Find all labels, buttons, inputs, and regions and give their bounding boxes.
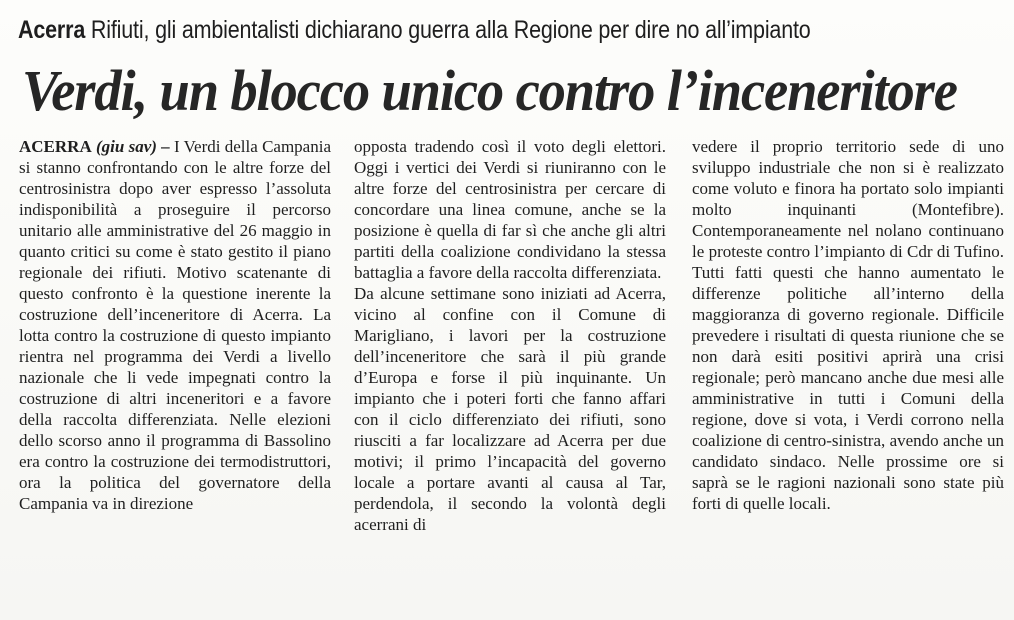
column-2-paragraph-2: Da alcune settimane sono iniziati ad Acerra, vicino al confine con il Comune di Marigliano, i lavori per la costruzione dell’inceneritore che sarà il più grande d’Europa e forse il più inquinante. Un impianto che i poteri forti che fanno affari con il ciclo differenziato dei rifiuti, sono riusciti a far localizzare ad Acerra per due motivi; il primo l’incapacità del governo locale a portare avanti al causa al Tar, perdendola, il secondo la volontà degli acerrani di xyxy=(354,284,666,534)
column-2-paragraph-1: opposta tradendo così il voto degli elettori. Oggi i vertici dei Verdi si riuniranno con le altre forze del centrosinistra per cercare di concordare una linea comune, anche se la posizione è quella di far sì che anche gli altri partiti della coalizione condividano la stessa battaglia a favore della raccolta differenziata. xyxy=(354,137,666,282)
article-column-2 xyxy=(354,136,666,535)
kicker-text: Rifiuti, gli ambientalisti dichiarano guerra alla Regione per dire no all’impianto xyxy=(85,16,811,44)
column-1-paragraph xyxy=(19,136,331,514)
kicker-line xyxy=(18,10,869,50)
byline-city: ACERRA xyxy=(19,137,92,156)
article-column-3 xyxy=(692,136,1004,514)
byline-author: (giu sav) – xyxy=(91,137,170,156)
column-3-paragraph: vedere il proprio territorio sede di uno sviluppo industriale che non si è realizzato come voluto e finora ha portato solo impianti molto inquinanti (Montefibre). Contemporaneamente nel nolano continuano le proteste contro l’impianto di Cdr di Tufino. Tutti fatti questi che hanno aumentato le differenze politiche all’interno della maggioranza di governo regionale. Difficile prevedere i risultati di questa riunione che se non darà esiti positivi aprirà una crisi regionale; però mancano anche due mesi alle amministrative in tutti i Comuni della regione, dove si vota, i Verdi corrono nella coalizione di centro-sinistra, avendo anche un candidato sindaco. Nelle prossime ore si saprà se le ragioni nazionali sono state più forti di quelle locali. xyxy=(692,137,1004,513)
column-1-text: I Verdi della Campania si stanno confrontando con le altre forze del centrosinistra dopo aver espresso l’assoluta indisponibilità a proseguire il percorso unitario alle amministrative del 26 maggio in quanto critici su come è stato gestito il piano regionale dei rifiuti. Motivo scatenante di questo confronto è la questione inerente la costruzione dell’inceneritore di Acerra. La lotta contro la costruzione di questo impianto rientra nel programma dei Verdi a livello nazionale che li vede impegnati contro la costruzione di altri inceneritori e a favore della raccolta differenziata. Nelle elezioni dello scorso anno il programma di Bassolino era contro la costruzione dei termodistruttori, ora la politica del governatore della Campania va in direzione xyxy=(19,137,331,513)
kicker-location: Acerra xyxy=(18,16,86,44)
article-column-1 xyxy=(19,136,331,514)
headline: Verdi, un blocco unico contro l’inceneritore xyxy=(22,58,957,123)
